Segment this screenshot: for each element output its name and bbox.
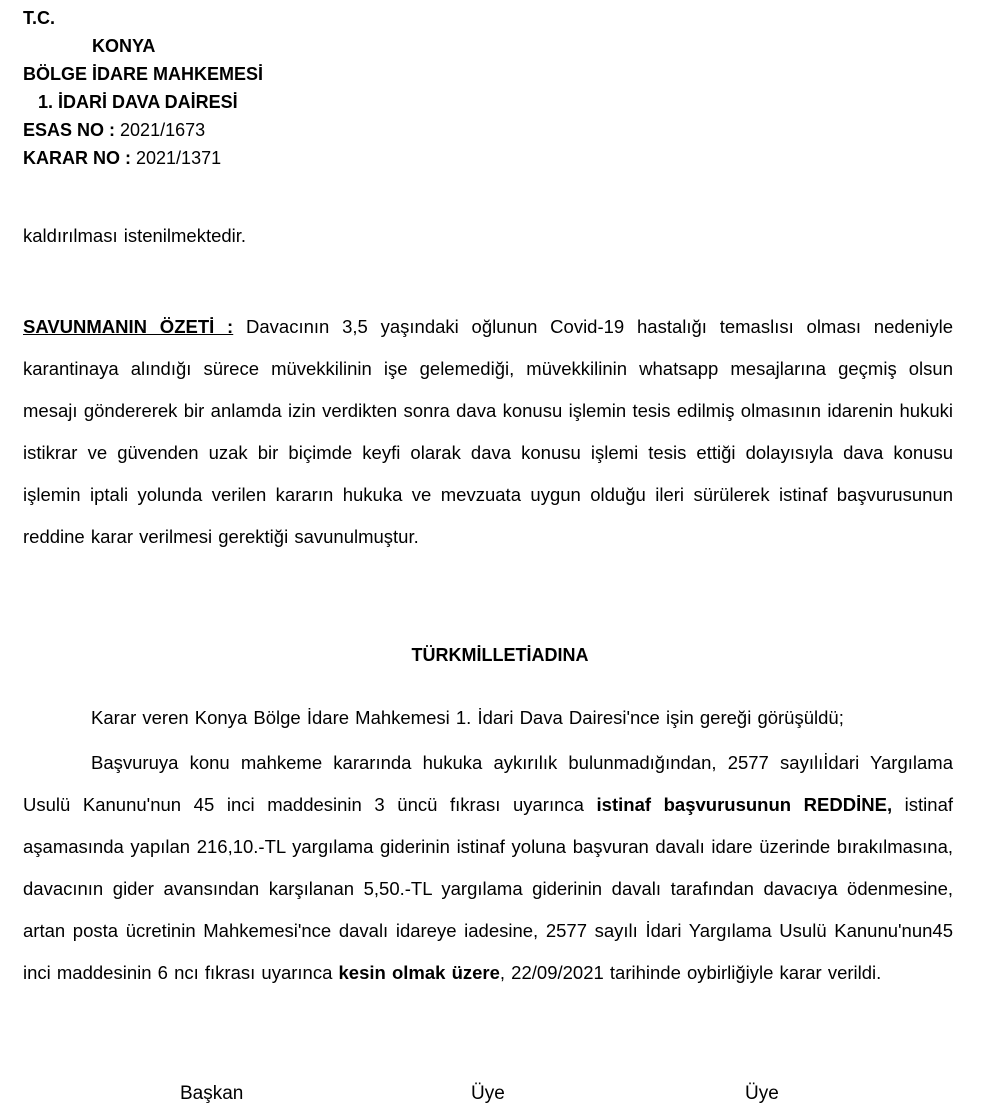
court-name: BÖLGE İDARE MAHKEMESİ (23, 64, 264, 84)
esas-number (23, 120, 205, 140)
esas-value: 2021/1673 (120, 120, 206, 140)
signature-member-1: Üye (471, 1083, 505, 1104)
decision-text-1: Başvuruya konu mahkeme kararında hukuka aykırılık bulunmadığından, 2577 sayılıİdari Yargılama Usulü Kanunu'nun 45 inci maddesinin 3 üncü fıkrası uyarınca (23, 752, 953, 815)
defense-summary (23, 306, 953, 558)
tc-label: T.C. (23, 8, 56, 28)
decision-bold-2: kesin olmak üzere (338, 962, 500, 983)
city-label: KONYA (92, 36, 156, 56)
section-title: TÜRKMİLLETİADINA (411, 645, 589, 665)
paragraph-deliberation: Karar veren Konya Bölge İdare Mahkemesi 1. İdari Dava Dairesi'nce işin gereği görüşüldü; (91, 707, 844, 728)
karar-label: KARAR NO : (23, 148, 131, 168)
signature-president: Başkan (180, 1083, 244, 1104)
paragraph-decision (23, 742, 953, 994)
esas-label: ESAS NO : (23, 120, 116, 140)
defense-text: Davacının 3,5 yaşındaki oğlunun Covid-19 hastalığı temaslısı olması nedeniyle karantinaya alındığı sürece müvekkilinin işe gelemediği, müvekkilinin whatsapp mesajlarına geçmiş olsun mesajı göndererek bir anlamda izin verdikten sonra dava konusu işlemin tesis edilmiş olmasının idarenin hukuki istikrar ve güvenden uzak bir biçimde keyfi olarak dava konusu işlemi tesis ettiği dolayısıyla dava konusu işlemin iptali yolunda verilen kararın hukuka ve mevzuata uygun olduğu ileri sürülerek istinaf başvurusunun reddine karar verilmesi gerektiği savunulmuştur. (23, 316, 954, 547)
decision-bold-1: istinaf başvurusunun REDDİNE, (596, 794, 893, 815)
signature-member-2: Üye (745, 1083, 779, 1104)
defense-label: SAVUNMANIN ÖZETİ : (23, 316, 234, 337)
karar-value: 2021/1371 (136, 148, 222, 168)
decision-text-2: istinaf aşamasında yapılan 216,10.-TL yargılama giderinin istinaf yoluna başvuran davalı idare üzerinde bırakılmasına, davacının gider avansından karşılanan 5,50.-TL yargılama giderinin davalı tarafından davacıya ödenmesine, artan posta ücretinin Mahkemesi'nce davalı idareye iadesine, 2577 sayılı İdari Yargılama Usulü Kanunu'nun45 inci maddesinin 6 ncı fıkrası uyarınca (23, 794, 954, 983)
decision-text-3: , 22/09/2021 tarihinde oybirliğiyle karar verildi. (499, 962, 882, 983)
karar-number (23, 148, 221, 168)
intro-line: kaldırılması istenilmektedir. (23, 225, 247, 246)
chamber-name: 1. İDARİ DAVA DAİRESİ (38, 92, 238, 112)
